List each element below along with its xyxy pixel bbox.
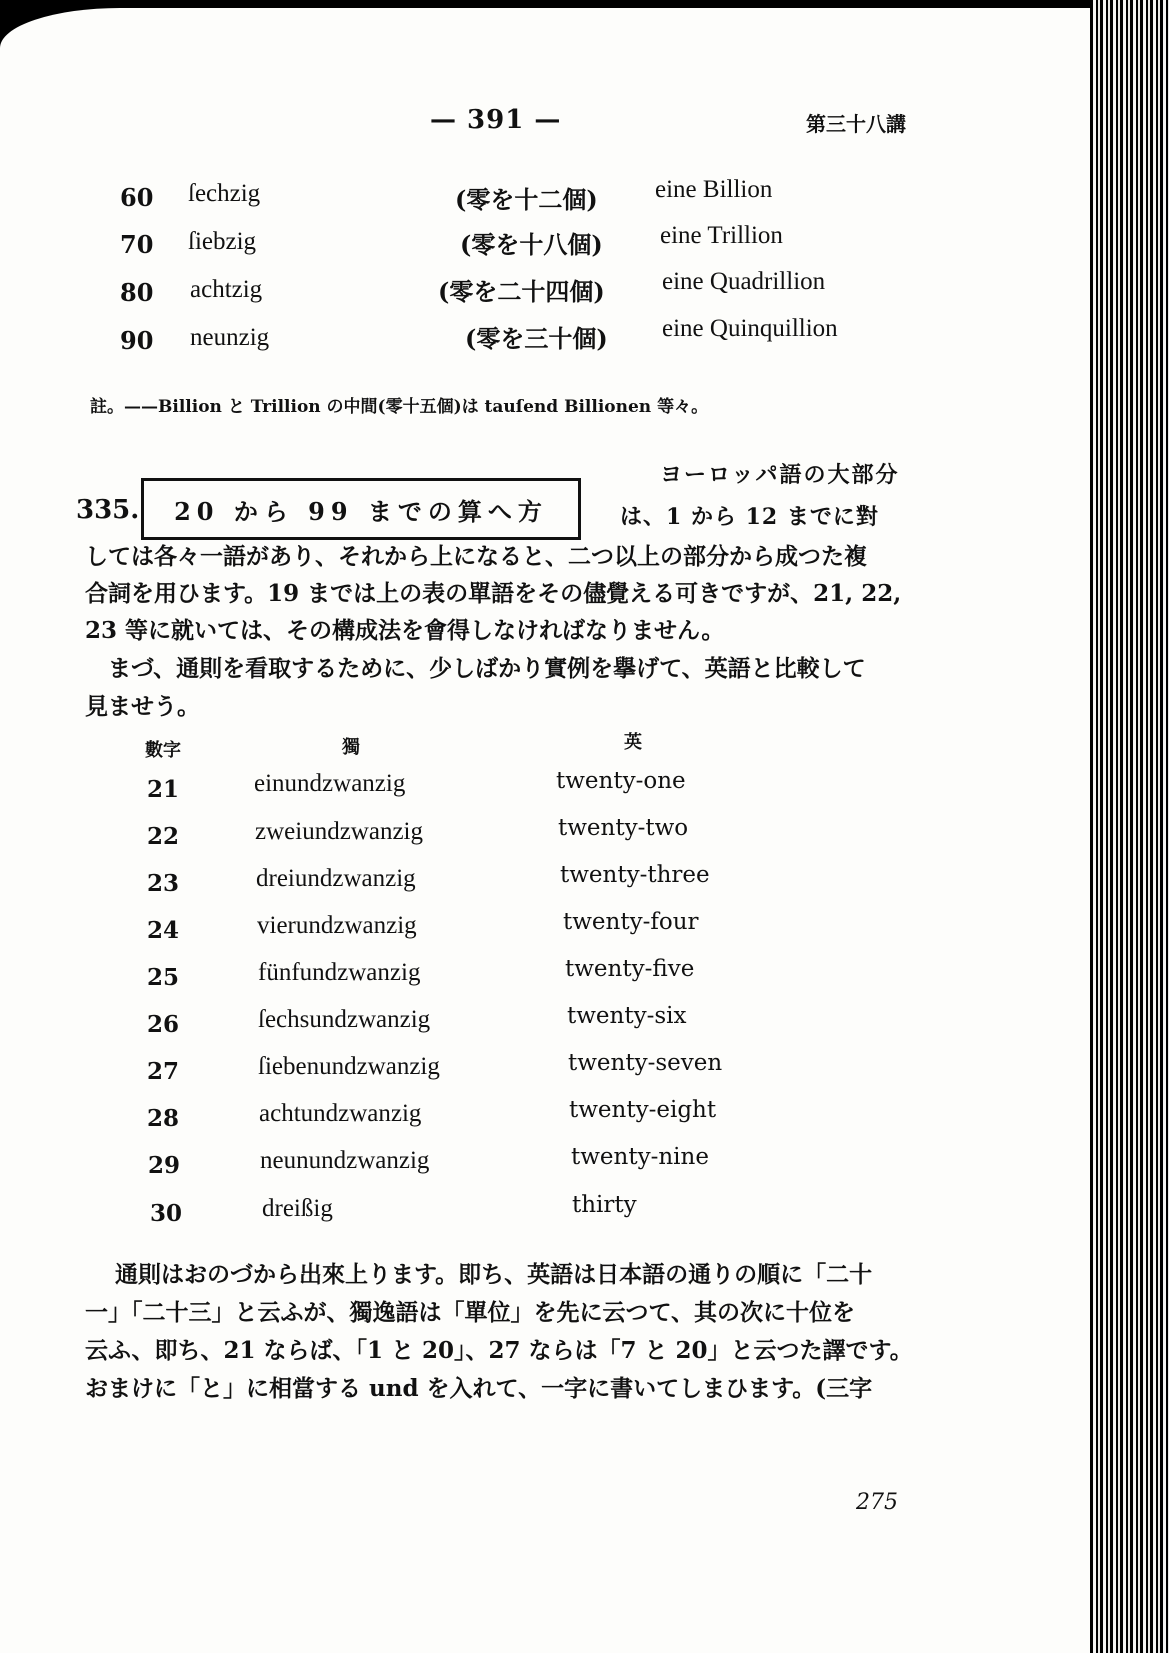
large-number-num: 90 <box>120 326 154 355</box>
row-english: twenty-eight <box>569 1097 717 1123</box>
large-number-zeros: (零を十八個) <box>460 230 603 259</box>
paragraph-line: 一」「二十三」と云ふが、獨逸語は「單位」を先に云つて、其の次に十位を <box>85 1299 856 1326</box>
row-german: dreiundzwanzig <box>256 865 416 892</box>
large-number-name: eine Quadrillion <box>662 268 826 295</box>
large-number-zeros: (零を三十個) <box>465 324 608 353</box>
chapter-header: 第三十八講 <box>806 112 906 136</box>
row-number: 25 <box>147 964 180 991</box>
paragraph-line: 通則はおのづから出來上ります。即ち、英語は日本語の通りの順に「二十 <box>115 1261 873 1288</box>
large-number-num: 70 <box>120 230 154 259</box>
row-english: twenty-six <box>567 1003 687 1029</box>
row-german: vierundzwanzig <box>257 912 417 939</box>
row-english: twenty-two <box>558 815 689 841</box>
section-number: 335. <box>76 495 140 525</box>
folio-page-number: 275 <box>856 1490 898 1515</box>
row-number: 29 <box>148 1152 181 1179</box>
row-german: neunundzwanzig <box>260 1147 430 1174</box>
table-header-german: 獨 <box>342 737 360 758</box>
paragraph-line: まづ、通則を看取するために、少しばかり實例を擧げて、英語と比較して <box>108 655 866 682</box>
section-title: 20 から 99 までの算へ方 <box>174 496 548 526</box>
row-number: 26 <box>147 1011 180 1038</box>
row-english: twenty-four <box>563 909 699 935</box>
page-edges <box>1090 0 1169 1653</box>
large-number-name: eine Billion <box>655 176 773 203</box>
large-number-german: ſechzig <box>188 180 261 207</box>
paragraph-line: しては各々一語があり、それから上になると、二つ以上の部分から成つた複 <box>85 543 867 570</box>
large-number-num: 80 <box>120 278 154 307</box>
row-german: einundzwanzig <box>254 770 406 797</box>
row-german: ſiebenundzwanzig <box>258 1053 440 1080</box>
row-german: zweiundzwanzig <box>255 818 423 845</box>
table-header-number: 數字 <box>145 740 181 761</box>
page-number-header: — 391 — <box>430 105 562 135</box>
large-number-num: 60 <box>120 183 154 212</box>
section-title-box <box>141 478 581 540</box>
paragraph-line: 見ませう。 <box>85 693 200 720</box>
row-german: fünfundzwanzig <box>258 959 421 986</box>
paragraph-line: 合詞を用ひます。19 までは上の表の單語をその儘覺える可きですが、21, 22, <box>85 580 902 607</box>
paragraph-line: 云ふ、即ち、21 ならば、「1 と 20」、27 ならは「7 と 20」と云つた譯です。 <box>85 1337 913 1364</box>
row-english: twenty-seven <box>568 1050 723 1076</box>
row-number: 22 <box>147 823 180 850</box>
paragraph-line: おまけに「と」に相當する und を入れて、一字に書いてしまひます。(三字 <box>85 1375 873 1402</box>
row-english: twenty-nine <box>571 1144 709 1170</box>
table-header-english: 英 <box>624 732 642 753</box>
row-number: 21 <box>147 776 180 803</box>
row-english: thirty <box>572 1192 637 1218</box>
footnote: 註。——Billion と Trillion の中間(零十五個)は tauſend Billionen 等々。 <box>90 397 709 417</box>
large-number-zeros: (零を二十四個) <box>438 277 605 306</box>
large-number-name: eine Quinquillion <box>662 315 838 342</box>
row-number: 27 <box>147 1058 180 1085</box>
large-number-german: ſiebzig <box>188 228 257 255</box>
paragraph-line: 23 等に就いては、その構成法を會得しなければなりません。 <box>85 617 725 644</box>
row-english: twenty-three <box>560 862 710 888</box>
large-number-german: achtzig <box>190 276 263 303</box>
row-german: ſechsundzwanzig <box>258 1006 431 1033</box>
large-number-zeros: (零を十二個) <box>455 185 598 214</box>
row-number: 23 <box>147 870 180 897</box>
row-german: achtundzwanzig <box>259 1100 422 1127</box>
row-english: twenty-five <box>565 956 695 982</box>
large-number-name: eine Trillion <box>660 222 783 249</box>
section-side-text: ヨーロッパ語の大部分 <box>660 462 900 488</box>
row-number: 24 <box>147 917 180 944</box>
row-number: 28 <box>147 1105 180 1132</box>
row-number: 30 <box>150 1200 183 1227</box>
large-number-german: neunzig <box>190 324 270 351</box>
row-german: dreißig <box>262 1195 333 1222</box>
row-english: twenty-one <box>556 768 686 794</box>
section-side-text: は、1 から 12 までに對 <box>620 504 879 530</box>
